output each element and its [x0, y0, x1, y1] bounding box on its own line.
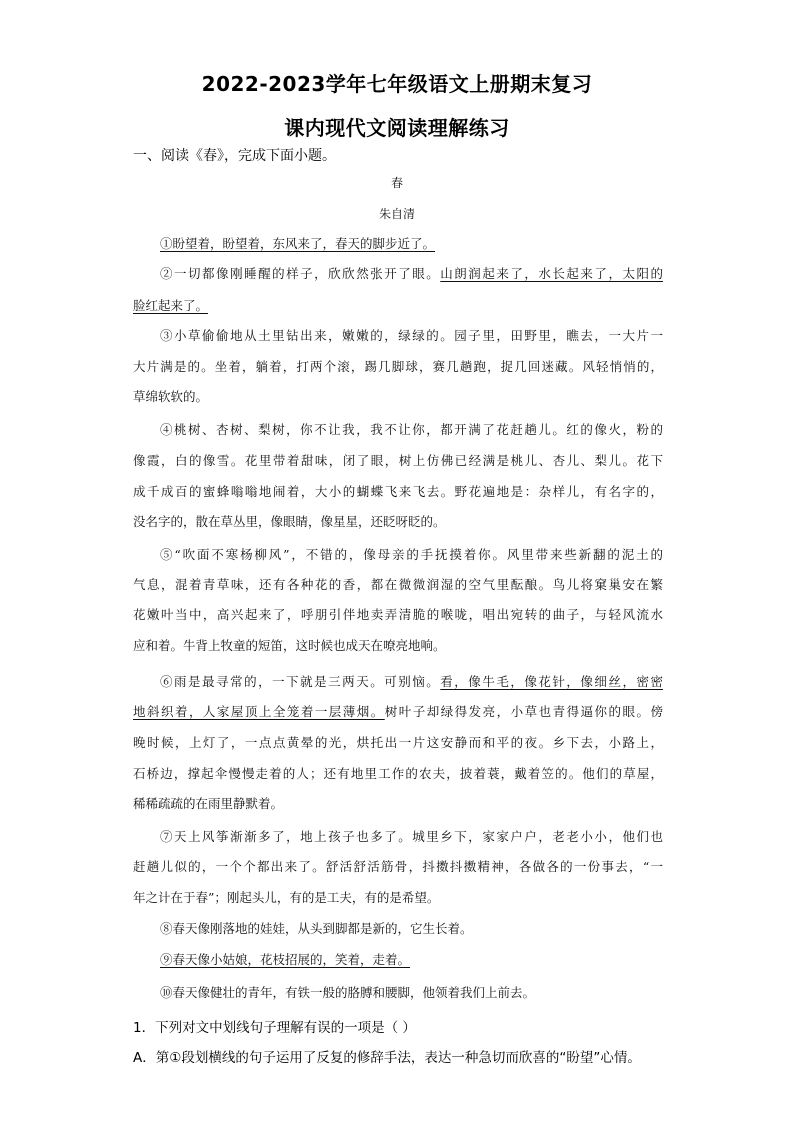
passage-line: [160, 546, 663, 564]
passage-text: ⑩春天像健壮的青年，有铁一般的胳膊和腰脚，他领着我们上前去。: [160, 985, 536, 1000]
section-heading: 一、阅读《春》，完成下面小题。: [133, 148, 336, 164]
passage-line: [133, 483, 663, 501]
passage-text: 树叶子却绿得发亮，小草也青得逼你的眼。傍: [384, 704, 663, 719]
passage-line: [133, 637, 663, 655]
passage-text: 草绵软软的。: [133, 389, 209, 404]
document-title-line2: 课内现代文阅读理解练习: [284, 116, 510, 140]
passage-text: 花嫩叶当中，高兴起来了，呼朋引伴地卖弄清脆的喉咙，唱出宛转的曲子，与轻风流水: [133, 607, 663, 622]
underlined-text: 山朗润起来了，水长起来了，太阳的: [440, 266, 663, 281]
question-stem: 1．下列对文中划线句子理解有误的一项是（ ）: [133, 1020, 416, 1036]
passage-line: [133, 734, 663, 752]
passage-text: 稀稀疏疏的在雨里静默着。: [133, 796, 284, 811]
passage-author: 朱自清: [378, 207, 415, 221]
passage-text: 应和着。牛背上牧童的短笛，这时候也成天在嘹亮地响。: [133, 638, 446, 653]
passage-text: 没名字的，散在草丛里，像眼睛，像星星，还眨呀眨的。: [133, 514, 446, 529]
passage-text: 晚时候，上灯了，一点点黄晕的光，烘托出一片这安静而和平的夜。乡下去，小路上，: [133, 735, 663, 750]
passage-line: [133, 388, 663, 406]
passage-text: ⑦天上风筝渐渐多了，地上孩子也多了。城里乡下，家家户户，老老小小，他们也: [160, 829, 663, 844]
question-option-a: A．第①段划横线的句子运用了反复的修辞手法，表达一种急切而欣喜的“盼望”心情。: [133, 1050, 641, 1066]
passage-text: ⑥雨是最寻常的，一下就是三两天。可别恼。: [160, 674, 441, 689]
passage-line: [160, 235, 663, 253]
passage-title: 春: [390, 176, 403, 190]
passage-line: [160, 673, 663, 691]
document-title-line1: 2022-2023学年七年级语文上册期末复习: [201, 72, 593, 96]
passage-line: [160, 327, 663, 345]
passage-text: 像霞，白的像雪。花里带着甜味，闭了眼，树上仿佛已经满是桃儿、杏儿、梨儿。花下: [133, 453, 663, 468]
underlined-text: 脸红起来了。: [133, 298, 209, 313]
underlined-text: 地斜织着，人家屋顶上全笼着一层薄烟。: [133, 704, 385, 719]
passage-text: ②一切都像刚睡醒的样子，欣欣然张开了眼。: [160, 266, 441, 281]
underlined-text: ⑨春天像小姑娘，花枝招展的，笑着，走着。: [160, 952, 411, 967]
passage-line: [160, 828, 663, 846]
passage-line: [133, 452, 663, 470]
passage-text: 年之计在于春”；刚起头儿，有的是工夫，有的是希望。: [133, 890, 440, 905]
passage-text: 石桥边，撑起伞慢慢走着的人；还有地里工作的农夫，披着蓑，戴着笠的。他们的草屋，: [133, 766, 663, 781]
passage-text: 赶趟儿似的，一个个都出来了。舒活舒活筋骨，抖擞抖擞精神，各做各的一份事去，“一: [133, 859, 663, 874]
passage-line: [133, 576, 663, 594]
passage-text: 成千成百的蜜蜂嗡嗡地闹着，大小的蝴蝶飞来飞去。野花遍地是：杂样儿，有名字的，: [133, 484, 663, 499]
passage-line: [133, 765, 663, 783]
passage-line: [133, 703, 663, 721]
passage-line: [133, 889, 663, 907]
passage-text: ⑤“吹面不寒杨柳风”，不错的，像母亲的手抚摸着你。风里带来些新翻的泥土的: [160, 547, 663, 562]
passage-line: [160, 421, 663, 439]
passage-text: 大片满是的。坐着，躺着，打两个滚，踢几脚球，赛几趟跑，捉几回迷藏。风轻悄悄的，: [133, 359, 663, 374]
passage-line: [133, 858, 663, 876]
passage-line: [160, 984, 663, 1002]
passage-line: [133, 297, 663, 315]
passage-line: [160, 951, 663, 969]
passage-text: ④桃树、杏树、梨树，你不让我，我不让你，都开满了花赶趟儿。红的像火，粉的: [160, 422, 663, 437]
underlined-text: 看，像牛毛，像花针，像细丝，密密: [440, 674, 663, 689]
passage-line: [133, 513, 663, 531]
passage-text: ⑧春天像刚落地的娃娃，从头到脚都是新的，它生长着。: [160, 921, 473, 936]
passage-line: [160, 920, 663, 938]
passage-line: [133, 358, 663, 376]
underlined-text: ①盼望着，盼望着，东风来了，春天的脚步近了。: [160, 236, 436, 251]
passage-text: 气息，混着青草味，还有各种花的香，都在微微润湿的空气里酝酿。鸟儿将窠巢安在繁: [133, 577, 663, 592]
passage-line: [160, 265, 663, 283]
passage-line: [133, 606, 663, 624]
passage-text: ③小草偷偷地从土里钻出来，嫩嫩的，绿绿的。园子里，田野里，瞧去，一大片一: [160, 328, 663, 343]
passage-line: [133, 795, 663, 813]
